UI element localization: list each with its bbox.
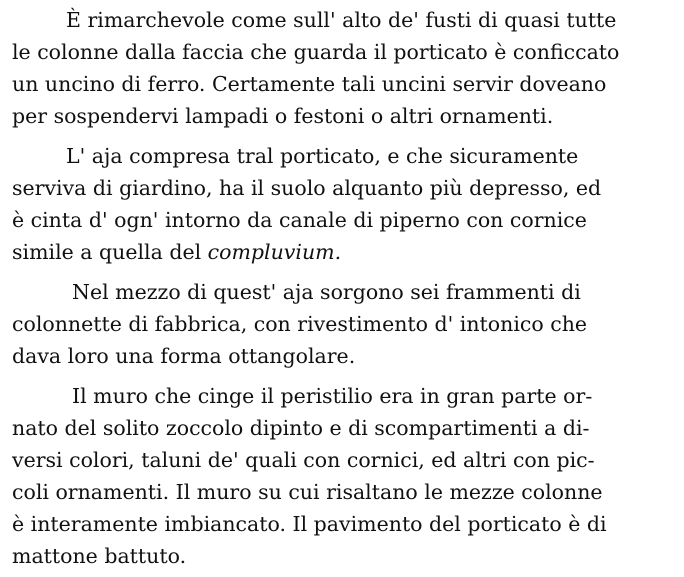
- paragraph-4-line-6: mattone battuto.: [12, 544, 187, 568]
- paragraph-3-line-2: colonnette di fabbrica, con rivestimento d' intonico che: [12, 312, 588, 336]
- paragraph-1-line-2: le colonne dalla faccia che guarda il porticato è conficcato: [12, 40, 620, 64]
- paragraph-2-line-3: è cinta d' ogn' intorno da canale di piperno con cornice: [12, 208, 587, 232]
- paragraph-4-line-3: versi colori, taluni de' quali con cornici, ed altri con pic-: [12, 448, 595, 472]
- paragraph-1-line-1: È rimarchevole come sull' alto de' fusti di quasi tutte: [66, 8, 617, 32]
- paragraph-1-line-4: per sospendervi lampadi o festoni o altri ornamenti.: [12, 104, 554, 128]
- paragraph-4-line-2: nato del solito zoccolo dipinto e di scompartimenti a di-: [12, 416, 590, 440]
- paragraph-4-line-5: è interamente imbiancato. Il pavimento del porticato è di: [12, 512, 607, 536]
- paragraph-2-line-4-text: simile a quella del: [12, 240, 208, 264]
- paragraph-1-line-3: un uncino di ferro. Certamente tali uncini servir doveano: [12, 72, 607, 96]
- paragraph-2-line-4: [12, 236, 341, 268]
- paragraph-2-line-2: serviva di giardino, ha il suolo alquanto più depresso, ed: [12, 176, 602, 200]
- paragraph-3-line-3: dava loro una forma ottangolare.: [12, 344, 356, 368]
- paragraph-2-line-1: L' aja compresa tral porticato, e che sicuramente: [66, 144, 579, 168]
- paragraph-3-line-1: Nel mezzo di quest' aja sorgono sei frammenti di: [72, 280, 581, 304]
- compluvium-term: compluvium.: [207, 240, 342, 264]
- paragraph-4-line-1: Il muro che cinge il peristilio era in gran parte or-: [72, 384, 593, 408]
- paragraph-4-line-4: coli ornamenti. Il muro su cui risaltano le mezze colonne: [12, 480, 603, 504]
